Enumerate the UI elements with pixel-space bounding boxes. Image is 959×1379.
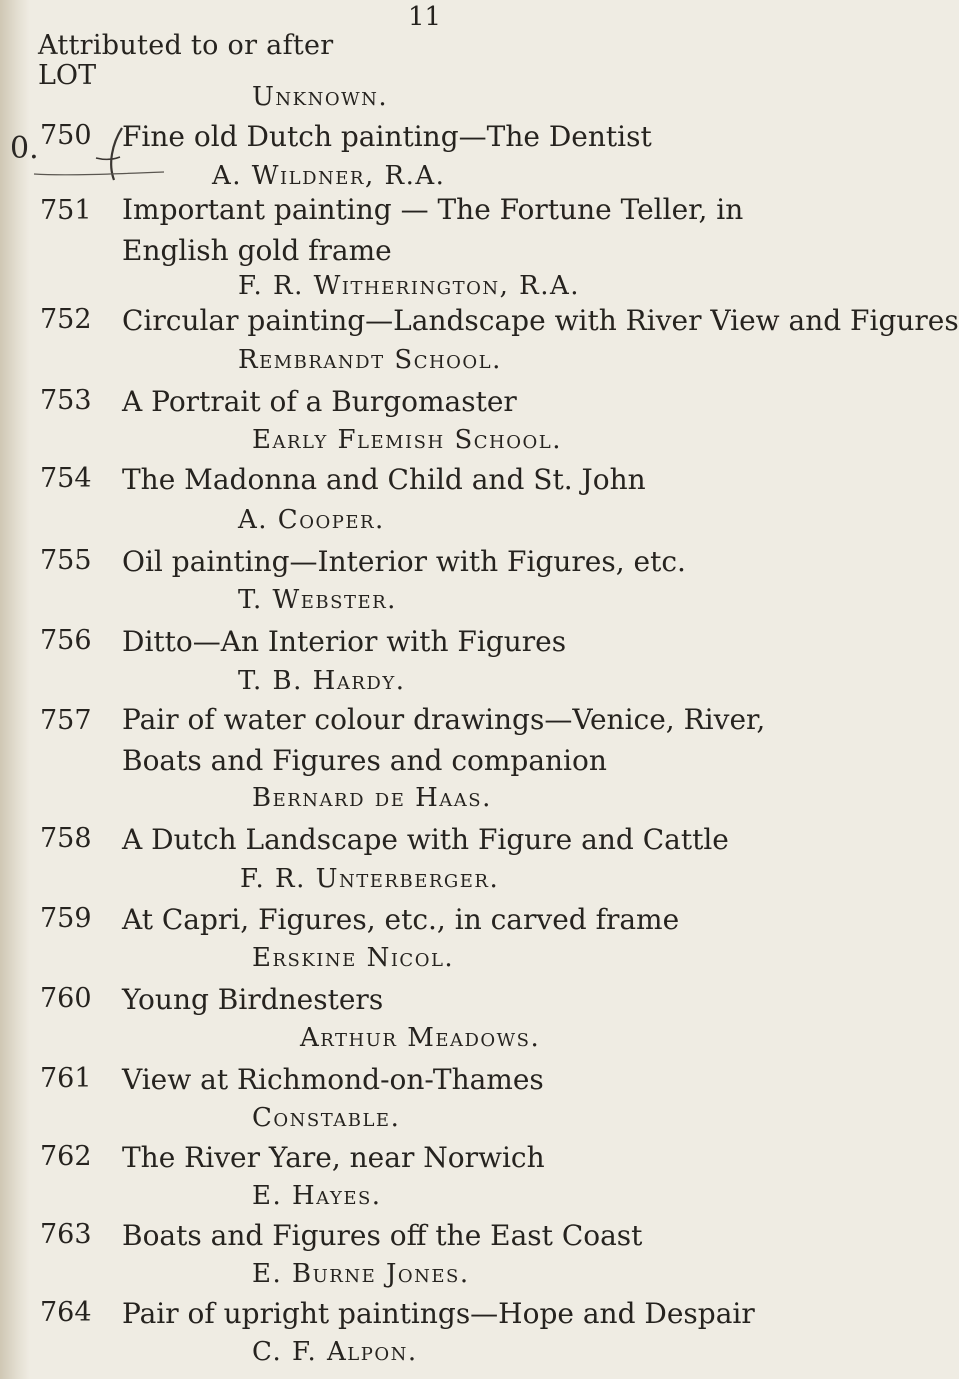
artist-line: Erskine Nicol.	[252, 943, 455, 973]
lot-title: The River Yare, near Norwich	[122, 1141, 545, 1174]
artist-line: C. F. Alpon.	[252, 1337, 418, 1367]
artist-line: A. Wildner, R.A.	[212, 161, 446, 191]
lot-number: 751	[40, 195, 92, 226]
lot-number: 758	[40, 823, 92, 854]
artist-line: Bernard de Haas.	[252, 783, 492, 813]
lot-title: Ditto—An Interior with Figures	[122, 625, 567, 658]
lot-column-heading: LOT	[38, 60, 97, 91]
lot-title: Circular painting—Landscape with River View and Figures	[122, 304, 959, 337]
lot-title: At Capri, Figures, etc., in carved frame	[122, 903, 680, 936]
artist-line: E. Hayes.	[252, 1181, 382, 1211]
lot-number: 750	[40, 120, 92, 151]
artist-line: T. B. Hardy.	[238, 666, 406, 696]
attribution-note: Attributed to or after	[38, 30, 334, 61]
lot-title: Oil painting—Interior with Figures, etc.	[122, 545, 686, 578]
lot-title: Young Birdnesters	[122, 983, 384, 1016]
lot-number: 760	[40, 983, 92, 1014]
lot-title: Pair of upright paintings—Hope and Despair	[122, 1297, 755, 1330]
lot-number: 763	[40, 1219, 92, 1250]
lot-number: 762	[40, 1141, 92, 1172]
lot-title: The Madonna and Child and St. John	[122, 463, 646, 496]
lot-number: 754	[40, 463, 92, 494]
lot-title: A Dutch Landscape with Figure and Cattle	[122, 823, 729, 856]
pencil-mark-text: 0.	[10, 131, 39, 166]
artist-line: Unknown.	[252, 82, 389, 112]
page-edge-shadow	[0, 0, 30, 1379]
lot-number: 753	[40, 385, 92, 416]
lot-number: 761	[40, 1063, 92, 1094]
artist-line: Rembrandt School.	[238, 345, 502, 375]
lot-title: View at Richmond-on-Thames	[122, 1063, 544, 1096]
artist-line: Early Flemish School.	[252, 425, 562, 455]
artist-line: A. Cooper.	[238, 505, 385, 535]
artist-line: F. R. Witherington, R.A.	[238, 271, 581, 301]
artist-line: Arthur Meadows.	[300, 1023, 541, 1053]
lot-title: Important painting — The Fortune Teller, in English gold frame	[122, 193, 744, 267]
lot-title: A Portrait of a Burgomaster	[122, 385, 517, 418]
lot-title: Pair of water colour drawings—Venice, River, Boats and Figures and companion	[122, 703, 766, 777]
artist-line: F. R. Unterberger.	[240, 864, 500, 894]
lot-number: 759	[40, 903, 92, 934]
lot-title: Fine old Dutch painting—The Dentist	[122, 120, 652, 153]
lot-number: 757	[40, 705, 92, 736]
lot-number: 752	[40, 304, 92, 335]
lot-number: 755	[40, 545, 92, 576]
lot-number: 764	[40, 1297, 92, 1328]
artist-line: E. Burne Jones.	[252, 1259, 470, 1289]
artist-line: T. Webster.	[238, 585, 397, 615]
artist-line: Constable.	[252, 1103, 401, 1133]
lot-number: 756	[40, 625, 92, 656]
page-number: 11	[408, 2, 442, 32]
lot-title: Boats and Figures off the East Coast	[122, 1219, 643, 1252]
